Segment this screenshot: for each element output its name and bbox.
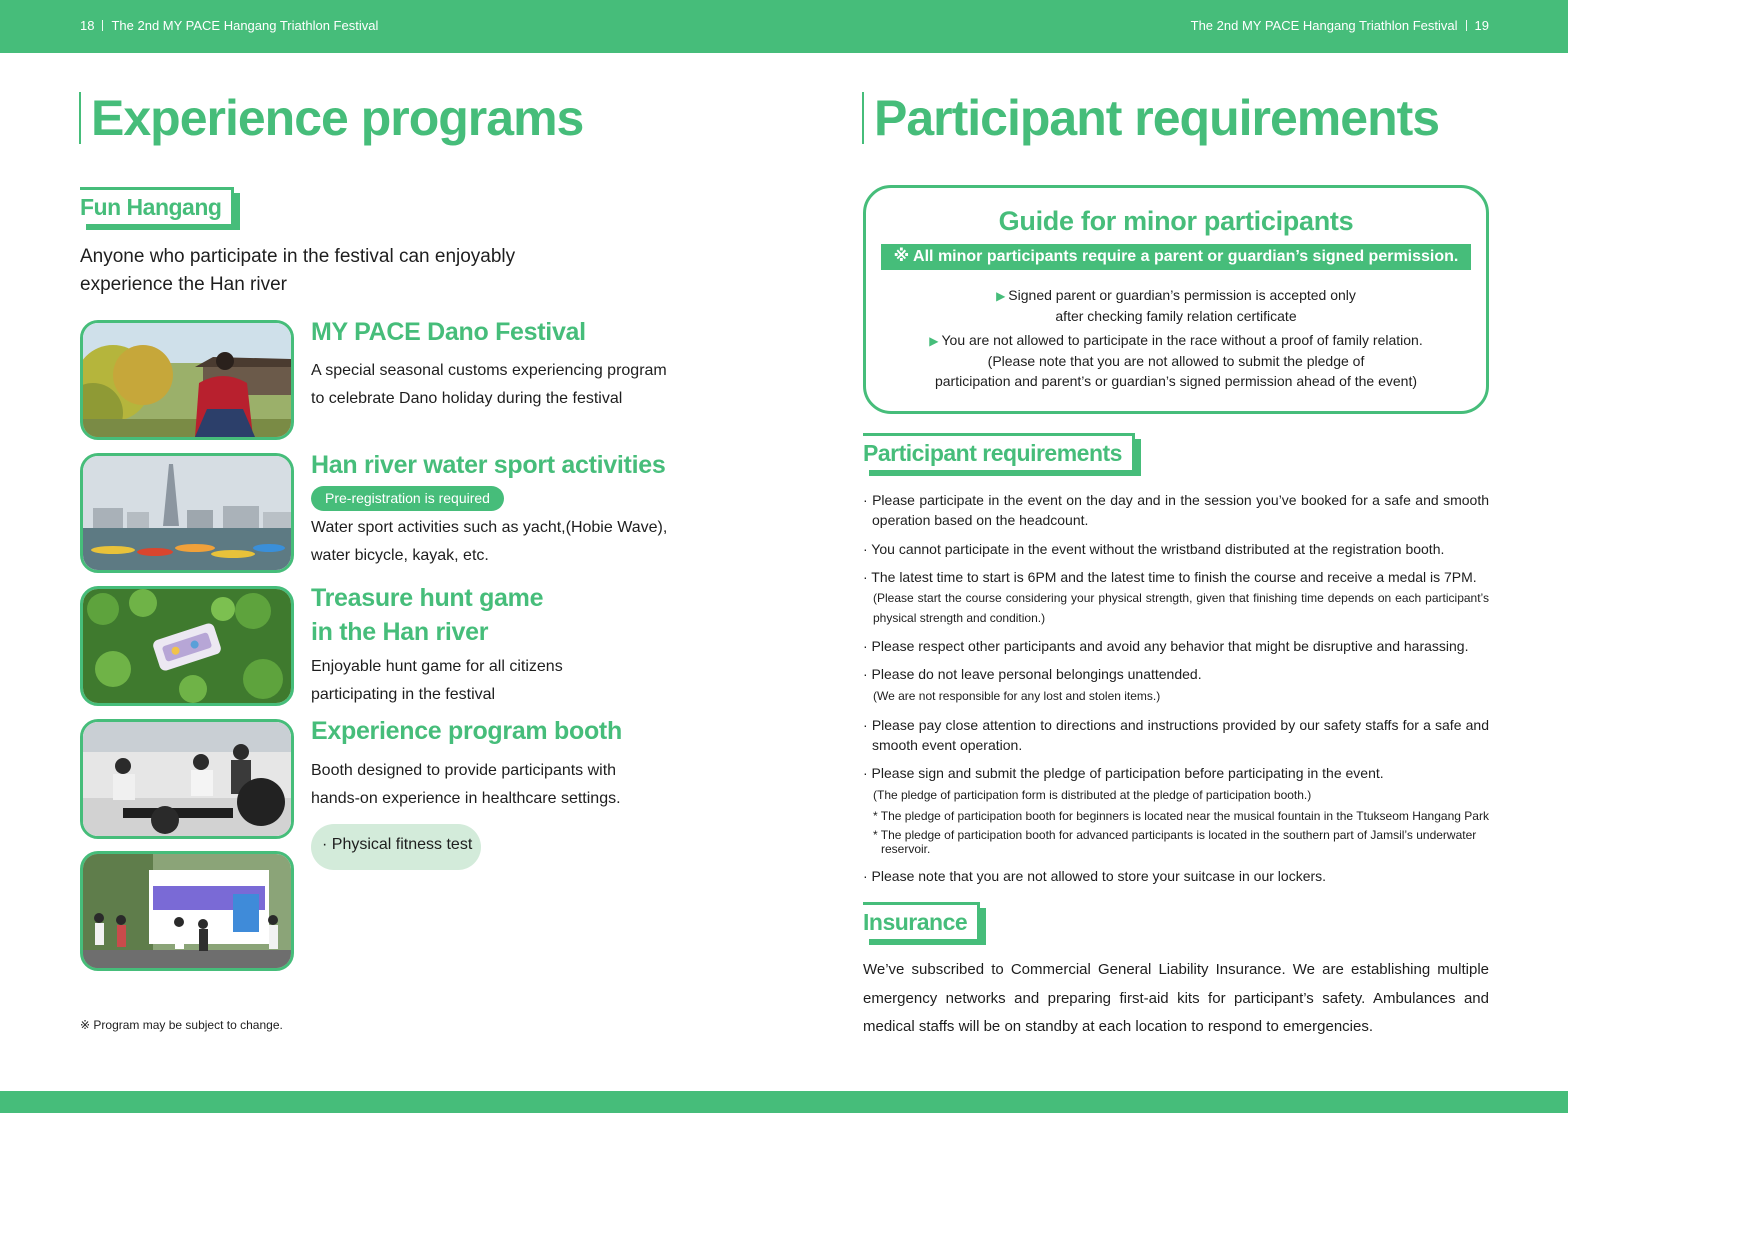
guide-item-2 xyxy=(886,330,1466,391)
guide-item-line: after checking family relation certificate xyxy=(1055,308,1297,324)
header-title-left: The 2nd MY PACE Hangang Triathlon Festival xyxy=(111,18,379,33)
header-right xyxy=(1191,18,1489,33)
photo-promo-booth xyxy=(80,851,294,971)
title-line: Treasure hunt game xyxy=(311,584,544,612)
requirement-item: · Please note that you are not allowed to store your suitcase in our lockers. xyxy=(863,868,1327,884)
section-heading-insurance: Insurance xyxy=(863,902,980,939)
requirement-note: (Please start the course considering your physical strength, given that finishing time depends on each participant’s physical strength and condition.) xyxy=(873,591,1489,625)
header-left xyxy=(80,18,378,33)
program-desc-treasure-hunt xyxy=(311,653,691,709)
title-line: in the Han river xyxy=(311,618,489,646)
program-desc-booth xyxy=(311,757,691,813)
page-number-right: 19 xyxy=(1474,18,1489,33)
guide-item-line: (Please note that you are not allowed to submit the pledge of xyxy=(987,353,1365,369)
photo-water-sports xyxy=(80,453,294,573)
requirement-item: · The latest time to start is 6PM and the latest time to finish the course and receive a medal is 7PM. xyxy=(863,569,1477,585)
bottom-banner xyxy=(0,1091,1568,1113)
program-change-note: ※ Program may be subject to change. xyxy=(80,1018,283,1032)
header-divider xyxy=(102,20,103,31)
physical-fitness-tag: · Physical fitness test xyxy=(311,824,481,870)
guide-item-line: You are not allowed to participate in the race without a proof of family relation. xyxy=(941,332,1423,348)
program-title-treasure-hunt xyxy=(311,581,543,649)
requirement-footnote: * The pledge of participation booth for beginners is located near the musical fountain in the Ttukseom Hangang Park xyxy=(873,809,1489,823)
requirement-item: · Please pay close attention to directions and instructions provided by our safety staffs for a safe and smooth event operation. xyxy=(863,717,1489,753)
requirement-footnote: * The pledge of participation booth for advanced participants is located in the southern part of Jamsil’s underwater reservoir. xyxy=(873,828,1477,856)
header-title-right: The 2nd MY PACE Hangang Triathlon Festival xyxy=(1190,18,1458,33)
minor-guide-box xyxy=(863,185,1489,414)
desc-line: water bicycle, kayak, etc. xyxy=(311,547,489,564)
desc-line: hands-on experience in healthcare settings. xyxy=(311,790,621,807)
section-heading-fun-hangang: Fun Hangang xyxy=(80,187,234,224)
desc-line: participating in the festival xyxy=(311,686,496,703)
program-title-booth: Experience program booth xyxy=(311,717,622,745)
guide-item-line: Signed parent or guardian’s permission is accepted only xyxy=(1008,287,1356,303)
pre-registration-badge: Pre-registration is required xyxy=(311,486,504,511)
program-title-water-sports: Han river water sport activities xyxy=(311,451,666,479)
requirement-item: · Please sign and submit the pledge of participation before participating in the event. xyxy=(863,765,1384,781)
section-heading-requirements: Participant requirements xyxy=(863,433,1135,470)
header-divider xyxy=(1466,20,1467,31)
guide-item-line: participation and parent’s or guardian’s signed permission ahead of the event) xyxy=(934,373,1417,389)
intro-text: Anyone who participate in the festival can enjoyably experience the Han river xyxy=(80,246,516,295)
triangle-bullet-icon: ▶ xyxy=(929,334,939,348)
guide-title: Guide for minor participants xyxy=(998,206,1354,236)
desc-line: Enjoyable hunt game for all citizens xyxy=(311,658,563,675)
requirement-item: · Please participate in the event on the day and in the session you’ve booked for a safe and smooth operation based on the headcount. xyxy=(863,492,1489,528)
insurance-text: We’ve subscribed to Commercial General Liability Insurance. We are establishing multiple emergency networks and preparing first-aid kits for participant’s safety. Ambulances and medical staffs will be on standby at each location to respond to emergencies. xyxy=(863,961,1489,1035)
guide-item-1 xyxy=(886,285,1466,326)
photo-treasure-hunt xyxy=(80,586,294,706)
requirement-note: (The pledge of participation form is distributed at the pledge of participation booth.) xyxy=(873,788,1312,802)
photo-experience-booth xyxy=(80,719,294,839)
program-desc-water-sports xyxy=(311,514,691,570)
desc-line: Booth designed to provide participants with xyxy=(311,762,617,779)
photo-dano-festival xyxy=(80,320,294,440)
requirement-item: · You cannot participate in the event without the wristband distributed at the registration booth. xyxy=(863,541,1445,557)
top-banner xyxy=(0,0,1568,53)
requirement-item: · Please do not leave personal belongings unattended. xyxy=(863,666,1202,682)
program-desc-dano xyxy=(311,357,691,413)
requirement-item: · Please respect other participants and avoid any behavior that might be disruptive and harassing. xyxy=(863,638,1469,654)
desc-line: to celebrate Dano holiday during the festival xyxy=(311,390,623,407)
desc-line: Water sport activities such as yacht,(Hobie Wave), xyxy=(311,519,668,536)
desc-line: A special seasonal customs experiencing program xyxy=(311,362,667,379)
page-number-left: 18 xyxy=(80,18,95,33)
triangle-bullet-icon: ▶ xyxy=(996,289,1006,303)
requirement-note: (We are not responsible for any lost and stolen items.) xyxy=(873,689,1161,703)
guide-banner: ※ All minor participants require a parent or guardian’s signed permission. xyxy=(881,244,1471,270)
program-title-dano: MY PACE Dano Festival xyxy=(311,318,586,346)
page-title-right: Participant requirements xyxy=(862,92,1439,144)
page-title-left: Experience programs xyxy=(79,92,583,144)
